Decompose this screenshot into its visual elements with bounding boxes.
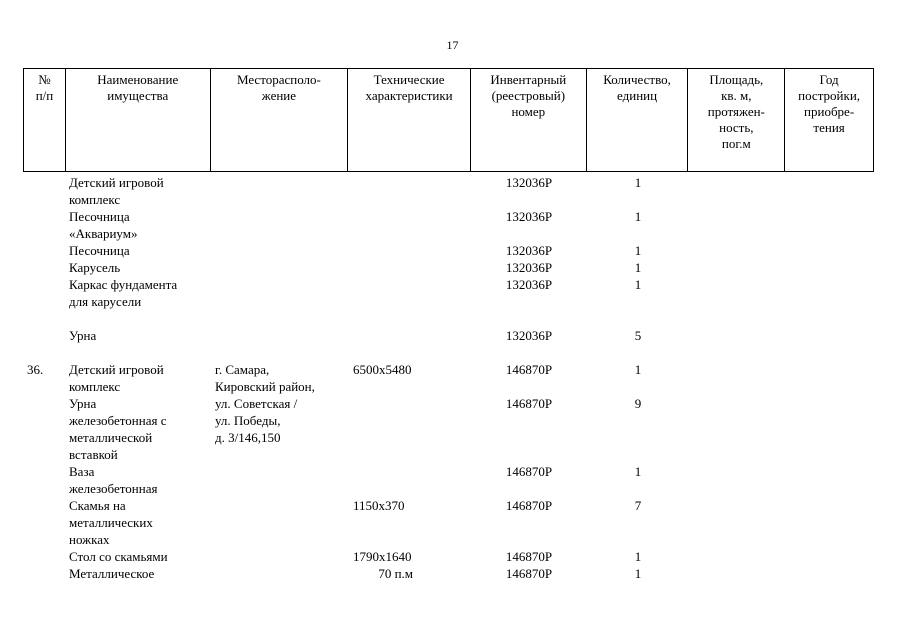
cell-tech xyxy=(348,463,471,497)
cell-inventory: 132036Р xyxy=(505,260,553,275)
cell-tech xyxy=(348,395,471,463)
header-line: Площадь, xyxy=(709,72,764,87)
cell-line: Урна xyxy=(69,396,97,411)
header-line: постройки, xyxy=(798,88,861,103)
cell-year xyxy=(786,565,874,582)
cell-tech xyxy=(348,242,471,259)
cell-line: Урна xyxy=(69,328,97,343)
cell-quantity: 1 xyxy=(634,209,642,224)
cell-number xyxy=(23,565,65,582)
table-header xyxy=(23,68,874,172)
header-line: кв. м, xyxy=(721,88,752,103)
cell-quantity: 1 xyxy=(634,243,642,258)
cell-name xyxy=(65,565,210,582)
cell-inventory: 132036Р xyxy=(505,209,553,224)
cell-line: г. Самара, xyxy=(215,362,270,377)
cell-line: Каркас фундамента xyxy=(69,277,178,292)
header-line: Месторасполо- xyxy=(236,72,321,87)
cell-location xyxy=(210,259,348,276)
cell-year xyxy=(786,497,874,548)
header-line: (реестровый) xyxy=(491,88,566,103)
cell-line: «Аквариум» xyxy=(69,226,138,241)
table-row xyxy=(23,548,874,565)
cell-quantity: 1 xyxy=(634,362,642,377)
table-body xyxy=(23,174,874,582)
cell-line: Песочница xyxy=(69,243,130,258)
cell-line: для карусели xyxy=(69,294,142,309)
cell-inventory: 132036Р xyxy=(505,175,553,190)
cell-line: ул. Советская / xyxy=(215,396,298,411)
cell-name xyxy=(65,497,210,548)
cell-number: 36. xyxy=(27,362,44,377)
cell-quantity: 5 xyxy=(634,328,642,343)
cell-tech xyxy=(348,310,471,344)
cell-area xyxy=(689,361,786,395)
cell-name xyxy=(65,174,210,208)
cell-year xyxy=(786,361,874,395)
cell-quantity: 1 xyxy=(634,566,642,581)
cell-number xyxy=(23,310,65,344)
cell-tech: 1150х370 xyxy=(353,498,405,513)
cell-location xyxy=(210,463,348,497)
header-col-location xyxy=(211,69,349,171)
cell-tech: 70 п.м xyxy=(378,566,413,581)
cell-area xyxy=(689,395,786,463)
table-row xyxy=(23,208,874,242)
cell-name xyxy=(65,463,210,497)
cell-number xyxy=(23,548,65,565)
cell-inventory: 132036Р xyxy=(505,328,553,343)
cell-area xyxy=(689,208,786,242)
header-col-tech xyxy=(348,69,471,171)
row-spacer xyxy=(23,344,874,361)
cell-line: комплекс xyxy=(69,192,121,207)
header-col-num xyxy=(24,69,66,171)
cell-name xyxy=(65,276,210,310)
cell-area xyxy=(689,242,786,259)
cell-quantity: 1 xyxy=(634,549,642,564)
cell-tech: 1790х1640 xyxy=(353,549,412,564)
header-line: ность, xyxy=(719,120,754,135)
page-number: 17 xyxy=(446,38,459,52)
cell-line: Кировский район, xyxy=(215,379,315,394)
header-line: Количество, xyxy=(603,72,671,87)
header-line: имущества xyxy=(107,88,169,103)
table-row xyxy=(23,497,874,548)
table-row xyxy=(23,174,874,208)
cell-name xyxy=(65,548,210,565)
cell-number xyxy=(23,174,65,208)
cell-line: Детский игровой xyxy=(69,362,164,377)
header-line: жение xyxy=(261,88,297,103)
cell-tech xyxy=(348,208,471,242)
cell-name xyxy=(65,242,210,259)
cell-area xyxy=(689,259,786,276)
cell-line: Металлическое xyxy=(69,566,155,581)
header-line: Инвентарный xyxy=(490,72,567,87)
cell-area xyxy=(689,497,786,548)
cell-line: Карусель xyxy=(69,260,121,275)
header-line: характеристики xyxy=(365,88,453,103)
cell-year xyxy=(786,276,874,310)
cell-quantity: 1 xyxy=(634,464,642,479)
header-line: № xyxy=(38,72,51,87)
cell-line: ул. Победы, xyxy=(215,413,281,428)
header-line: единиц xyxy=(617,88,658,103)
header-line: п/п xyxy=(35,88,54,103)
cell-number xyxy=(23,497,65,548)
cell-inventory: 146870Р xyxy=(505,464,553,479)
cell-location xyxy=(210,276,348,310)
cell-number xyxy=(23,395,65,463)
cell-year xyxy=(786,395,874,463)
cell-number xyxy=(23,259,65,276)
cell-tech xyxy=(348,259,471,276)
cell-year xyxy=(786,259,874,276)
cell-quantity: 1 xyxy=(634,260,642,275)
cell-line: железобетонная с xyxy=(69,413,167,428)
table-row xyxy=(23,463,874,497)
cell-line: железобетонная xyxy=(69,481,158,496)
cell-quantity: 9 xyxy=(634,396,642,411)
cell-location xyxy=(210,565,348,582)
header-col-quantity xyxy=(587,69,689,171)
cell-number xyxy=(23,276,65,310)
cell-line: Скамья на xyxy=(69,498,126,513)
header-line: Год xyxy=(819,72,839,87)
cell-area xyxy=(689,310,786,344)
cell-quantity: 1 xyxy=(634,175,642,190)
cell-number xyxy=(23,208,65,242)
cell-year xyxy=(786,310,874,344)
cell-year xyxy=(786,242,874,259)
cell-line: металлических xyxy=(69,515,153,530)
cell-name xyxy=(65,259,210,276)
cell-location xyxy=(210,208,348,242)
cell-inventory: 146870Р xyxy=(505,498,553,513)
header-line: Наименование xyxy=(97,72,179,87)
cell-year xyxy=(786,548,874,565)
table-row xyxy=(23,361,874,395)
header-col-area xyxy=(688,69,785,171)
cell-inventory: 146870Р xyxy=(505,566,553,581)
cell-name xyxy=(65,395,210,463)
cell-line: комплекс xyxy=(69,379,121,394)
cell-line: Песочница xyxy=(69,209,130,224)
cell-location xyxy=(210,548,348,565)
cell-line: Детский игровой xyxy=(69,175,164,190)
cell-tech xyxy=(348,174,471,208)
cell-line: металлической xyxy=(69,430,153,445)
cell-tech: 6500х5480 xyxy=(353,362,412,377)
cell-line: Стол со скамьями xyxy=(69,549,168,564)
cell-location xyxy=(210,310,348,344)
cell-location xyxy=(210,361,348,395)
cell-name xyxy=(65,208,210,242)
table-row xyxy=(23,242,874,259)
cell-area xyxy=(689,276,786,310)
cell-line: Ваза xyxy=(69,464,95,479)
cell-quantity: 7 xyxy=(634,498,642,513)
header-line: приобре- xyxy=(804,104,855,119)
cell-line: ножках xyxy=(69,532,110,547)
cell-year xyxy=(786,208,874,242)
header-col-name xyxy=(66,69,211,171)
cell-tech xyxy=(348,276,471,310)
cell-location xyxy=(210,497,348,548)
cell-number xyxy=(23,463,65,497)
table-row xyxy=(23,395,874,463)
cell-name xyxy=(65,361,210,395)
header-line: протяжен- xyxy=(707,104,765,119)
cell-quantity: 1 xyxy=(634,277,642,292)
header-line: Технические xyxy=(373,72,445,87)
header-col-year xyxy=(785,69,873,171)
cell-area xyxy=(689,174,786,208)
cell-location xyxy=(210,395,348,463)
table-row xyxy=(23,565,874,582)
header-col-inventory xyxy=(471,69,587,171)
header-line: тения xyxy=(813,120,845,135)
cell-line: вставкой xyxy=(69,447,118,462)
cell-year xyxy=(786,174,874,208)
cell-inventory: 146870Р xyxy=(505,362,553,377)
cell-inventory: 146870Р xyxy=(505,549,553,564)
cell-location xyxy=(210,242,348,259)
header-line: номер xyxy=(511,104,546,119)
cell-year xyxy=(786,463,874,497)
cell-inventory: 132036Р xyxy=(505,277,553,292)
table-row xyxy=(23,259,874,276)
cell-area xyxy=(689,548,786,565)
cell-name xyxy=(65,310,210,344)
header-line: пог.м xyxy=(721,136,751,151)
cell-area xyxy=(689,565,786,582)
table-row xyxy=(23,276,874,310)
cell-line: д. 3/146,150 xyxy=(215,430,281,445)
cell-inventory: 132036Р xyxy=(505,243,553,258)
cell-area xyxy=(689,463,786,497)
table-row xyxy=(23,310,874,344)
cell-number xyxy=(23,242,65,259)
cell-location xyxy=(210,174,348,208)
cell-inventory: 146870Р xyxy=(505,396,553,411)
